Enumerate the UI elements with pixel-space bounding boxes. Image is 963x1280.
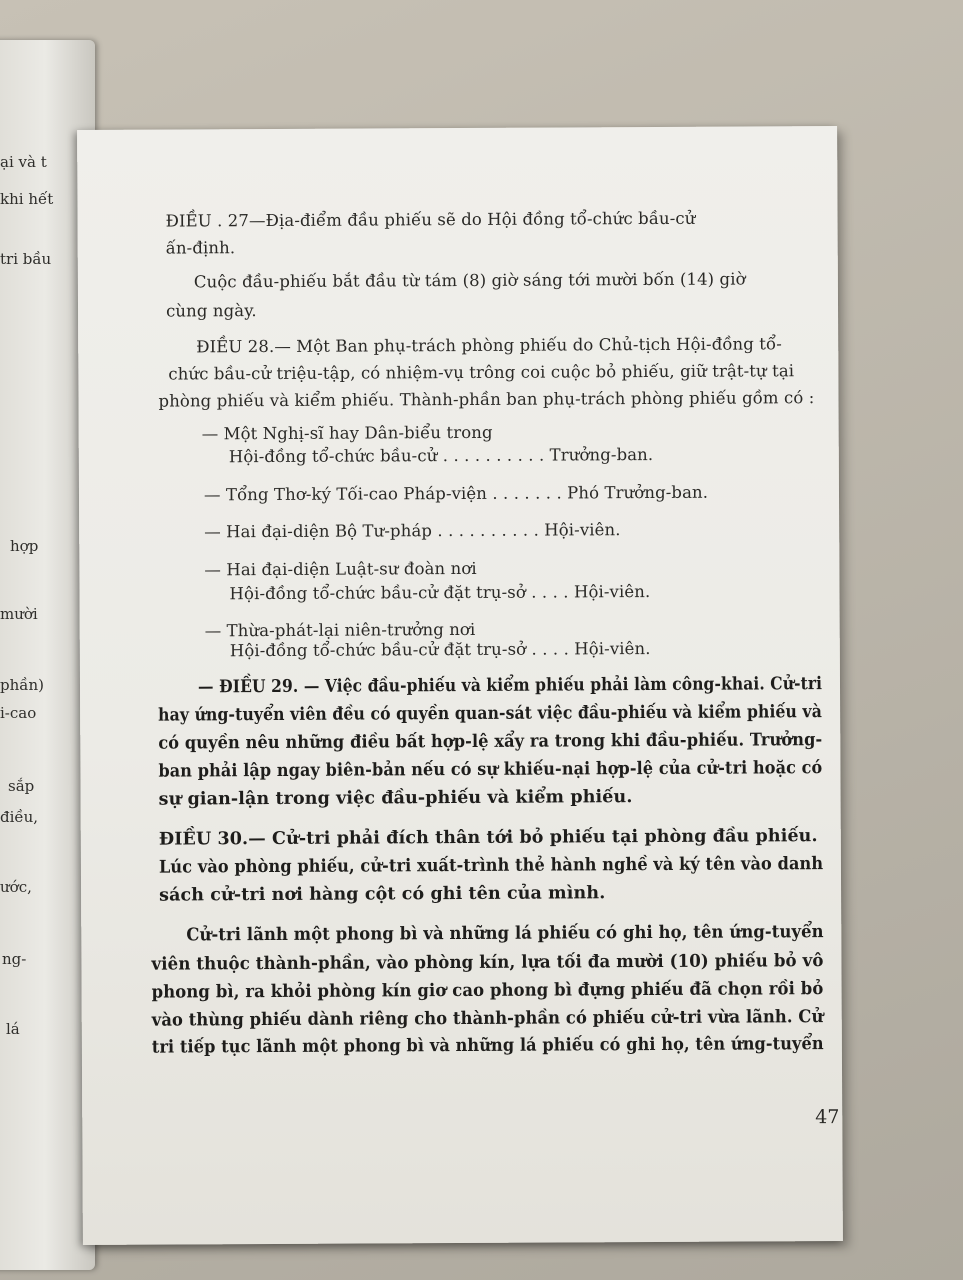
left-fragment: i-cao <box>0 704 37 722</box>
text-line: vào thùng phiếu dành riêng cho thành-phần có phiếu cử-tri vừa lãnh. Cử <box>151 1007 824 1031</box>
text-line: — Thừa-phát-lại niên-trưởng nơi <box>204 619 476 641</box>
text-line: ban phải lập ngay biên-bản nếu có sự khiếu-nại hợp-lệ của cử-tri hoặc có <box>158 758 823 782</box>
page-number: 47 <box>815 1106 840 1129</box>
left-fragment: ng- <box>2 950 27 968</box>
text-line: — Hai đại-diện Luật-sư đoàn nơi <box>204 558 477 580</box>
right-page <box>77 126 843 1245</box>
left-fragment: ại và t <box>0 153 47 171</box>
left-fragment: điều, <box>0 808 39 826</box>
left-fragment: phần) <box>0 676 44 694</box>
text-line: hay ứng-tuyển viên đều có quyền quan-sát việc đầu-phiếu và kiểm phiếu và <box>158 702 822 726</box>
text-line: Hội-đồng tổ-chức bầu-cử đặt trụ-sở . . . . Hội-viên. <box>229 582 651 604</box>
text-line: Hội-đồng tổ-chức bầu-cử đặt trụ-sở . . . . Hội-viên. <box>229 639 651 661</box>
text-line: sách cử-tri nơi hàng cột có ghi tên của mình. <box>159 883 606 906</box>
text-line: Cử-tri lãnh một phong bì và những lá phiếu có ghi họ, tên ứng-tuyển <box>186 922 824 946</box>
text-line: cùng ngày. <box>165 301 257 321</box>
text-line: ĐIỀU 28.— Một Ban phụ-trách phòng phiếu do Chủ-tịch Hội-đồng tổ- <box>196 334 782 357</box>
left-fragment: sắp <box>8 777 35 795</box>
left-fragment: ước, <box>0 878 32 896</box>
text-line: Hội-đồng tổ-chức bầu-cử . . . . . . . . . . Trưởng-ban. <box>228 444 654 467</box>
text-line: viên thuộc thành-phần, vào phòng kín, lựa tối đa mười (10) phiếu bỏ vô <box>151 951 824 975</box>
text-line: — Tổng Thơ-ký Tối-cao Pháp-viện . . . . . . . Phó Trưởng-ban. <box>203 482 709 505</box>
text-line: tri tiếp tục lãnh một phong bì và những lá phiếu có ghi họ, tên ứng-tuyển <box>151 1034 824 1058</box>
text-line: sự gian-lận trong việc đầu-phiếu và kiểm phiếu. <box>158 787 633 810</box>
text-line: ĐIỀU . 27—Địa-điểm đầu phiếu sẽ do Hội đồng tổ-chức bầu-cử <box>165 208 696 231</box>
left-fragment: tri bầu <box>0 250 52 268</box>
text-line: có quyền nêu những điều bất hợp-lệ xẩy ra trong khi đầu-phiếu. Trưởng- <box>158 730 823 754</box>
text-line: phong bì, ra khỏi phòng kín giơ cao phong bì đựng phiếu đã chọn rồi bỏ <box>151 979 824 1003</box>
text-line: ĐIỀU 30.— Cử-tri phải đích thân tới bỏ phiếu tại phòng đầu phiếu. <box>158 826 818 850</box>
text-line: phòng phiếu và kiểm phiếu. Thành-phần ban phụ-trách phòng phiếu gồm có : <box>158 388 815 411</box>
text-line: ấn-định. <box>165 238 236 258</box>
text-line: — ĐIỀU 29. — Việc đầu-phiếu và kiểm phiếu phải làm công-khai. Cử-tri <box>197 674 823 698</box>
left-fragment: mười <box>0 605 38 623</box>
text-line: Cuộc đầu-phiếu bắt đầu từ tám (8) giờ sáng tới mười bốn (14) giờ <box>193 269 746 292</box>
text-line: Lúc vào phòng phiếu, cử-tri xuất-trình thẻ hành nghề và ký tên vào danh <box>158 854 824 878</box>
text-line: — Hai đại-diện Bộ Tư-pháp . . . . . . . . . . Hội-viên. <box>204 520 621 542</box>
left-fragment: lá <box>6 1020 20 1038</box>
left-fragment: hợp <box>10 537 39 555</box>
left-fragment: khi hết <box>0 190 54 208</box>
text-line: — Một Nghị-sĩ hay Dân-biểu trong <box>201 422 493 444</box>
text-line: chức bầu-cử triệu-tập, có nhiệm-vụ trông coi cuộc bỏ phiếu, giữ trật-tự tại <box>168 361 795 384</box>
